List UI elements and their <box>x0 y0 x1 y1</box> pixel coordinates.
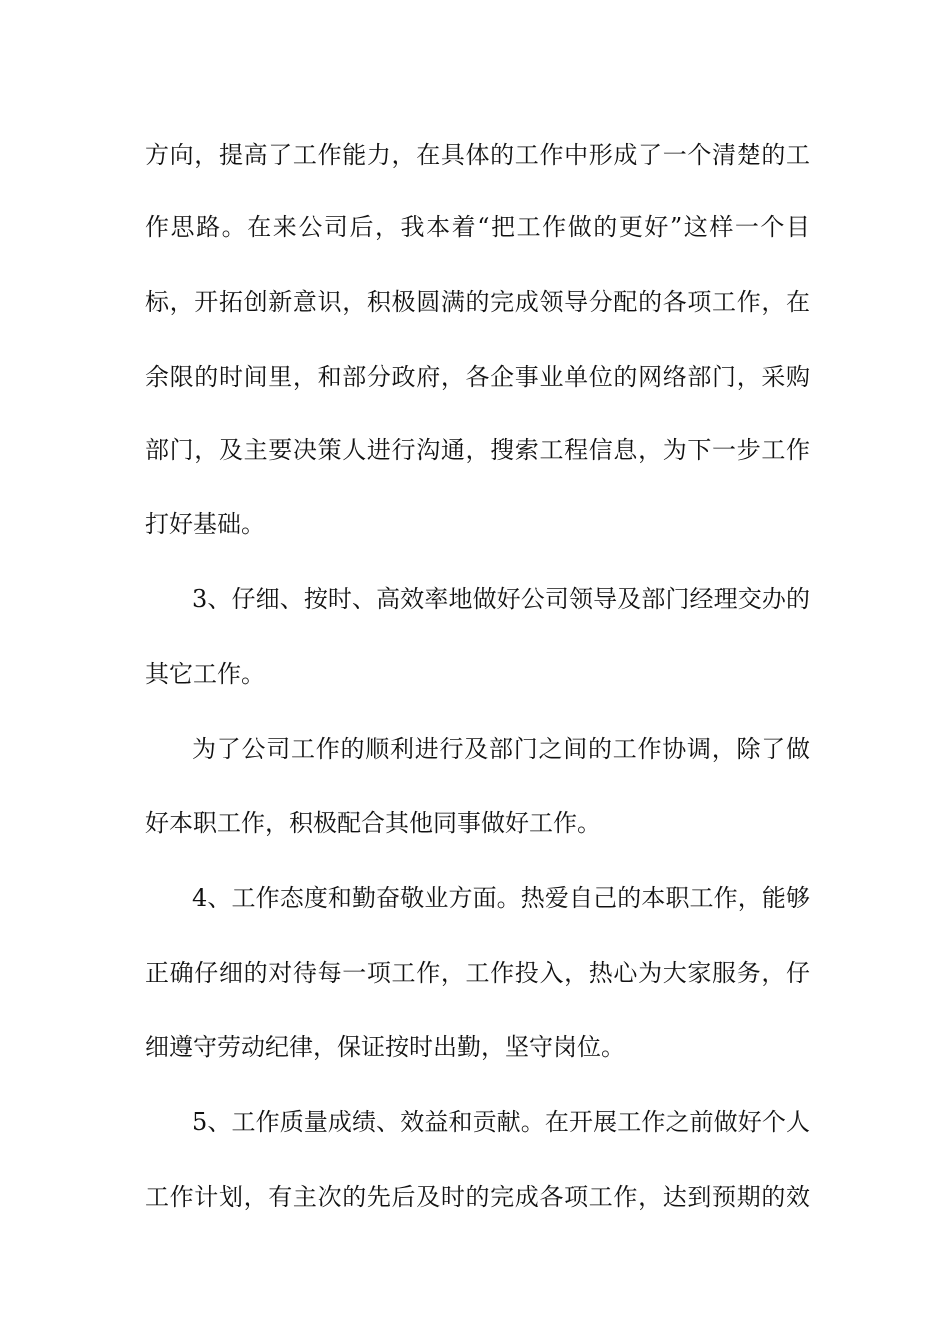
list-item-4: 4、工作态度和勤奋敬业方面。热爱自己的本职工作，能够 <box>192 884 810 912</box>
text-line: 工作计划，有主次的先后及时的完成各项工作，达到预期的效 <box>145 1183 810 1211</box>
text-line: 标，开拓创新意识，积极圆满的完成领导分配的各项工作，在 <box>145 288 810 316</box>
text-line: 方向，提高了工作能力，在具体的工作中形成了一个清楚的工 <box>145 141 810 169</box>
text-line: 细遵守劳动纪律，保证按时出勤，坚守岗位。 <box>145 1033 625 1061</box>
text-line: 作思路。在来公司后，我本着“把工作做的更好”这样一个目 <box>145 213 810 241</box>
text-line: 其它工作。 <box>145 660 265 688</box>
text-line: 打好基础。 <box>145 510 265 538</box>
text-line: 好本职工作，积极配合其他同事做好工作。 <box>145 809 601 837</box>
text-line: 余限的时间里，和部分政府，各企事业单位的网络部门，采购 <box>145 363 810 391</box>
list-item-5: 5、工作质量成绩、效益和贡献。在开展工作之前做好个人 <box>192 1108 810 1136</box>
list-item-3: 3、仔细、按时、高效率地做好公司领导及部门经理交办的 <box>192 585 810 613</box>
paragraph-start: 为了公司工作的顺利进行及部门之间的工作协调，除了做 <box>192 735 810 763</box>
text-line: 部门，及主要决策人进行沟通，搜索工程信息，为下一步工作 <box>145 436 810 464</box>
text-line: 正确仔细的对待每一项工作，工作投入，热心为大家服务，仔 <box>145 959 810 987</box>
